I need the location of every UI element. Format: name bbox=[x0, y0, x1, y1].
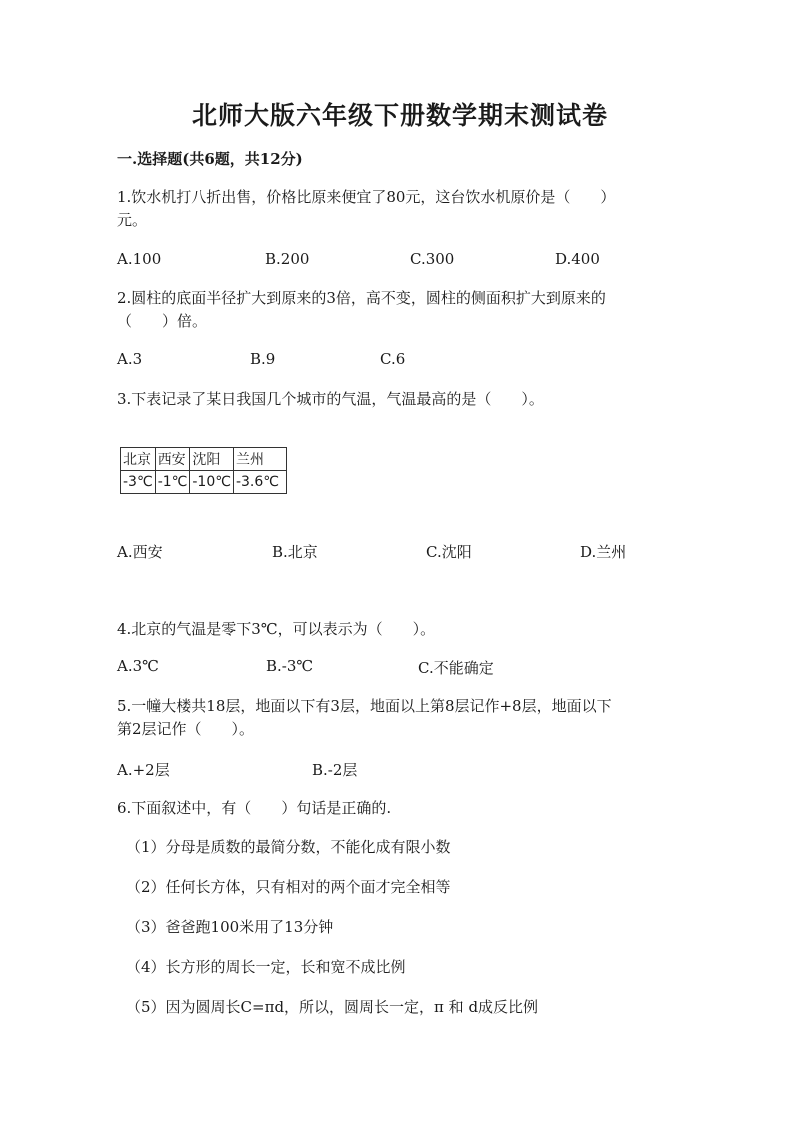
question-3-option-b: B.北京 bbox=[272, 543, 318, 561]
question-6-statement-3: （3）爸爸跑100米用了13分钟 bbox=[126, 918, 334, 936]
table-cell-temp: -10℃ bbox=[190, 471, 234, 494]
question-1-line-1: 1.饮水机打八折出售，价格比原来便宜了80元，这台饮水机原价是（ ） bbox=[117, 188, 616, 206]
table-cell-city: 北京 bbox=[121, 448, 156, 471]
question-4-option-b: B.-3℃ bbox=[266, 657, 314, 675]
question-6-statement-1: （1）分母是质数的最简分数，不能化成有限小数 bbox=[126, 838, 451, 856]
table-cell-city: 沈阳 bbox=[190, 448, 234, 471]
question-2-option-a: A.3 bbox=[117, 350, 143, 368]
question-2-option-b: B.9 bbox=[250, 350, 276, 368]
question-2-line-2: （ ）倍。 bbox=[117, 312, 208, 330]
question-5-option-b: B.-2层 bbox=[312, 761, 358, 779]
question-3-option-d: D.兰州 bbox=[580, 543, 627, 561]
table-row bbox=[121, 471, 287, 494]
question-4-option-a: A.3℃ bbox=[117, 657, 159, 675]
table-cell-temp: -3.6℃ bbox=[233, 471, 286, 494]
question-1-option-b: B.200 bbox=[265, 250, 310, 268]
question-1-option-d: D.400 bbox=[555, 250, 600, 268]
question-5-line-1: 5.一幢大楼共18层，地面以下有3层，地面以上第8层记作+8层，地面以下 bbox=[117, 697, 612, 715]
question-6-statement-4: （4）长方形的周长一定，长和宽不成比例 bbox=[126, 958, 406, 976]
table-cell-city: 西安 bbox=[155, 448, 190, 471]
question-3-line-1: 3.下表记录了某日我国几个城市的气温，气温最高的是（ ）。 bbox=[117, 390, 544, 408]
question-3-option-c: C.沈阳 bbox=[426, 543, 472, 561]
question-4-line-1: 4.北京的气温是零下3℃，可以表示为（ ）。 bbox=[117, 620, 436, 638]
question-2-line-1: 2.圆柱的底面半径扩大到原来的3倍，高不变，圆柱的侧面积扩大到原来的 bbox=[117, 289, 606, 307]
question-6-statement-5: （5）因为圆周长C=πd，所以，圆周长一定，π 和 d成反比例 bbox=[126, 998, 539, 1016]
table-cell-city: 兰州 bbox=[233, 448, 286, 471]
question-5-option-a: A.+2层 bbox=[117, 761, 170, 779]
question-5-line-2: 第2层记作（ ）。 bbox=[117, 720, 255, 738]
question-6-statement-2: （2）任何长方体，只有相对的两个面才完全相等 bbox=[126, 878, 451, 896]
question-1-option-a: A.100 bbox=[117, 250, 162, 268]
table-row bbox=[121, 448, 287, 471]
table-cell-temp: -1℃ bbox=[155, 471, 190, 494]
question-1-option-c: C.300 bbox=[410, 250, 455, 268]
question-2-option-c: C.6 bbox=[380, 350, 406, 368]
question-4-option-c: C.不能确定 bbox=[418, 659, 494, 677]
page-title: 北师大版六年级下册数学期末测试卷 bbox=[191, 101, 608, 130]
temperature-table bbox=[120, 447, 287, 494]
question-6-line-1: 6.下面叙述中，有（ ）句话是正确的. bbox=[117, 799, 392, 817]
question-3-option-a: A.西安 bbox=[117, 543, 163, 561]
section-heading: 一.选择题(共6题，共12分) bbox=[117, 150, 303, 168]
question-1-line-2: 元。 bbox=[117, 211, 148, 229]
table-cell-temp: -3℃ bbox=[121, 471, 156, 494]
